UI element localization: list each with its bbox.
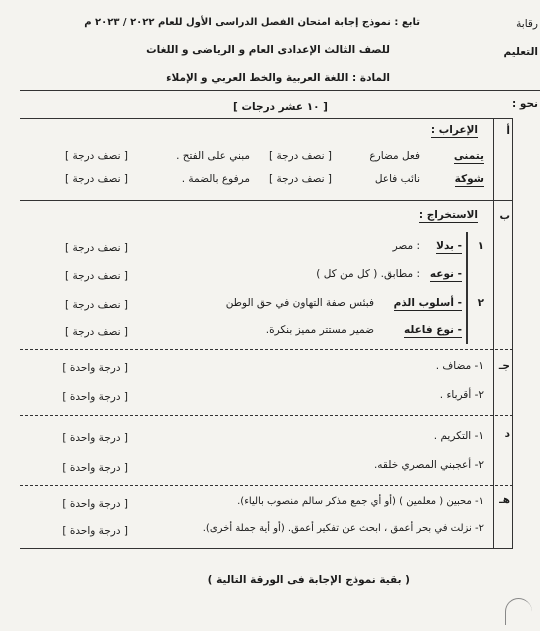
part-c-bottom-dash: [20, 415, 513, 416]
part-b-inner-line: [466, 232, 468, 344]
part-b-label-1: - بدلا: [436, 240, 462, 252]
part-d-bottom-dash: [20, 485, 513, 486]
part-a-bottom-line: [20, 200, 513, 201]
corner-label-top: رقابة: [516, 18, 538, 30]
part-b-answer-3: فبئس صفة التهاون في حق الوطن: [225, 297, 374, 309]
part-a-word-2: شوكة: [454, 173, 484, 185]
header-subject: المادة : اللغة العربية والخط العربي و الإملاء: [166, 72, 390, 84]
part-b-label-2: - نوعه: [429, 268, 462, 280]
part-a-grade1-2: [ نصف درجة ]: [269, 173, 332, 185]
corner-label-mid: التعليم: [503, 46, 538, 58]
table-bottom-line: [20, 548, 513, 549]
footer-note: ( بقية نموذج الإجابة فى الورقة التالية ): [207, 574, 410, 586]
part-b-grade-4: [ نصف درجة ]: [65, 326, 128, 338]
part-a-title: الإعراب :: [430, 124, 478, 136]
part-e-item-2: ٢- نزلت في بحر أعمق ، ابحث عن تفكير أعمق. (أو أية جملة أخرى).: [202, 523, 484, 534]
part-c-grade-1: [ درجة واحدة ]: [62, 362, 128, 374]
part-b-label-3: - أسلوب الذم: [393, 297, 462, 309]
section-side-label: نحو :: [512, 98, 538, 110]
part-d-letter: د: [504, 428, 510, 440]
part-a-sign-1: مبني على الفتح .: [176, 150, 250, 162]
part-b-number-1: ١: [477, 240, 484, 252]
part-d-item-2: ٢- أعجبني المصري خلقه.: [373, 459, 484, 471]
part-e-grade-1: [ درجة واحدة ]: [62, 498, 128, 510]
part-a-letter: أ: [506, 125, 510, 137]
part-a-word-1: يتمنى: [453, 150, 484, 162]
part-b-letter: ب: [499, 210, 510, 222]
part-a-grade2-1: [ نصف درجة ]: [65, 150, 128, 162]
section-total-score: [ ١٠ عشر درجات ]: [233, 101, 328, 113]
part-b-answer-1: : مصر: [392, 240, 420, 252]
section-top-line: [20, 90, 540, 91]
part-b-answer-2: : مطابق. ( كل من كل ): [316, 268, 420, 280]
part-e-grade-2: [ درجة واحدة ]: [62, 525, 128, 537]
part-e-item-1: ١- محبين ( معلمين ) (أو أي جمع مذكر سالم منصوب بالياء).: [237, 496, 484, 507]
header-title: تابع : نموذج إجابة امتحان الفصل الدراسى الأول للعام ٢٠٢٢ / ٢٠٢٣ م: [84, 17, 420, 28]
part-b-grade-2: [ نصف درجة ]: [65, 270, 128, 282]
part-b-grade-1: [ نصف درجة ]: [65, 242, 128, 254]
part-b-number-2: ٢: [477, 297, 484, 309]
handwritten-mark: [505, 598, 532, 625]
part-b-bottom-dash: [20, 349, 513, 350]
part-a-case-1: فعل مضارع: [369, 150, 420, 162]
part-d-grade-2: [ درجة واحدة ]: [62, 462, 128, 474]
part-b-grade-3: [ نصف درجة ]: [65, 299, 128, 311]
part-c-item-2: ٢- أقرباء .: [439, 389, 484, 401]
part-a-grade2-2: [ نصف درجة ]: [65, 173, 128, 185]
part-b-label-4: - نوع فاعله: [403, 324, 462, 336]
part-a-sign-2: مرفوع بالضمة .: [181, 173, 250, 185]
part-c-item-1: ١- مضاف .: [435, 360, 484, 372]
right-column-line-outer: [512, 118, 513, 548]
part-b-answer-4: ضمير مستتر مميز بنكرة.: [265, 324, 374, 336]
part-c-letter: جـ: [498, 360, 510, 372]
part-e-letter: هـ: [499, 494, 510, 506]
part-c-grade-2: [ درجة واحدة ]: [62, 391, 128, 403]
right-column-line-inner: [493, 118, 494, 548]
part-a-grade1-1: [ نصف درجة ]: [269, 150, 332, 162]
header-grade: للصف الثالث الإعدادى العام و الرياضى و اللغات: [146, 44, 390, 56]
table-top-line: [20, 118, 513, 119]
part-b-title: الاستخراج :: [418, 209, 478, 221]
part-d-item-1: ١- التكريم .: [433, 430, 484, 442]
part-a-case-2: نائب فاعل: [374, 173, 420, 185]
part-d-grade-1: [ درجة واحدة ]: [62, 432, 128, 444]
